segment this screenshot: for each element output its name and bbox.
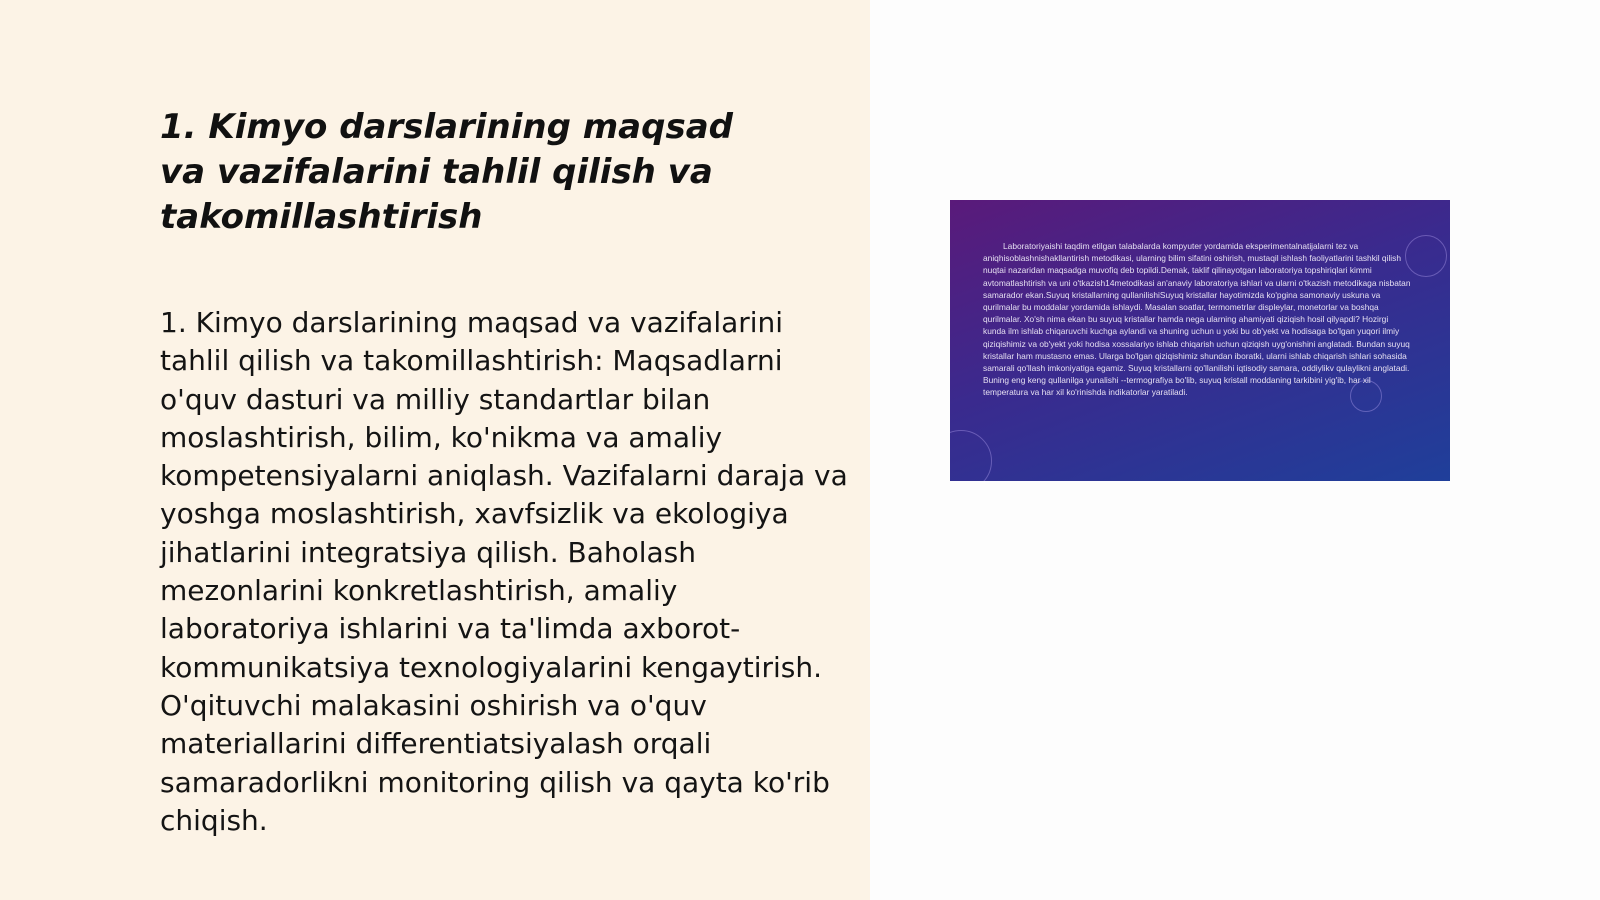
- decorative-circle: [950, 430, 992, 481]
- embedded-image-text: Laboratoriyaishi taqdim etilgan talabalarda kompyuter yordamida eksperimentalnatijalarni tez va aniqhisoblashnishakllantirish metodikasi, ularning bilim sifatini oshirish, mustaqil ishlash faoliyatlarini tashkil qilish nuqtai nazaridan maqsadga muvofiq deb topildi.Demak, taklif qilinayotgan laboratoriya topshiriqlari kimmi avtomatlashtirish va uni o'tkazish14metodikasi an'anaviy laboratoriya ishlari va ularni o'tkazish metodikaga nisbatan samarador ekan.Suyuq kristallarning qullanilishiSuyuq kristallar hayotimizda ko'pgina samonaviy uskuna va qurilmalar bu moddalar yordamida ishlaydi. Masalan soatlar, termometrlar displeylar, monetorlar va boshqa qurilmalar. Xo'sh nima ekan bu suyuq kristallar hamda nega ularning ahamiyati qiziqish hosil qilyapdi? Hozirgi kunda ilm ishlab chiqaruvchi kuchga aylandi va shuning uchun u yoki bu ob'yekt va hodisaga bo'lgan yuqori ilmiy qiziqishimiz va ob'yekt yoki hodisa xossalariyo ishlab chiqarish uchun qiziqish uyg'onishini anglatadi. Bundan suyuq kristallar ham mustasno emas. Ularga bo'lgan qiziqishimiz shundan iboratki, ularni ishlab chiqarish ishlari sohasida samarali qo'llash imkoniyatiga egamiz. Suyuq kristallarni qo'llanilishi iqtisodiy samara, oddiylikv qulaylikni anglatadi. Buning eng keng qullanilga yunalishi --termografiya bo'lib, suyuq kristall moddaning tarkibini yig'ib, har xil temperatura va har xil ko'rinishda indikatorlar yaratiladi.: [983, 241, 1411, 398]
- slide-title: 1. Kimyo darslarining maqsad va vazifalarini tahlil qilish va takomillashtirish: [160, 107, 733, 237]
- slide-body-text: 1. Kimyo darslarining maqsad va vazifalarini tahlil qilish va takomillashtirish: Maqsadlarni o'quv dasturi va milliy standartlar bilan moslashtirish, bilim, ko'nikma va amaliy kompetensiyalarni aniqlash. Vazifalarni daraja va yoshga moslashtirish, xavfsizlik va ekologiya jihatlarini integratsiya qilish. Baholash mezonlarini konkretlashtirish, amaliy laboratoriya ishlarini va ta'limda axborot-kommunikatsiya texnologiyalarini kengaytirish. O'qituvchi malakasini oshirish va o'quv materiallarini differentiatsiyalash orqali samaradorlikni monitoring qilish va qayta ko'rib chiqish.: [160, 306, 848, 837]
- embedded-slide-image: [950, 200, 1450, 481]
